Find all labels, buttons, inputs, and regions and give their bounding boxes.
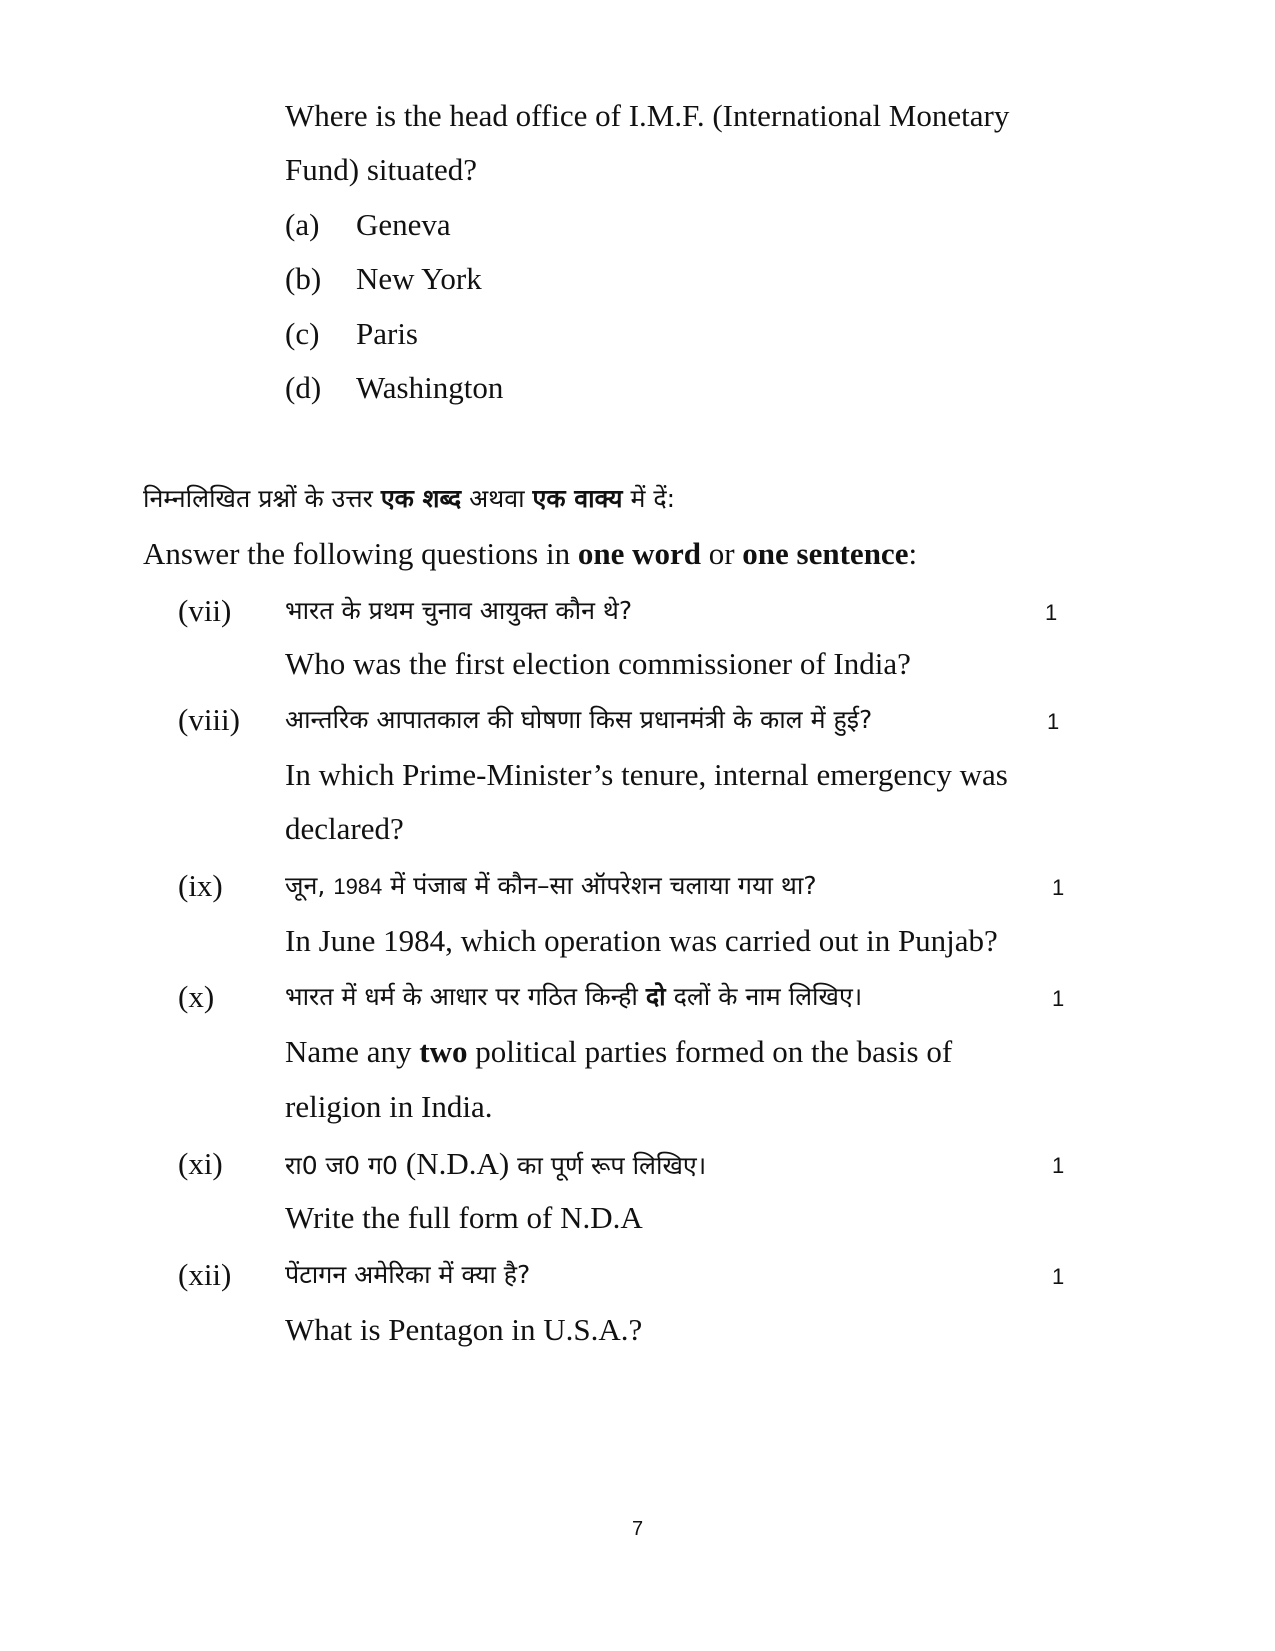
question-marks: 1 <box>1045 600 1058 625</box>
question-marks: 1 <box>1052 986 1065 1011</box>
question-hindi: जून, 1984 में पंजाब में कौन–सा ऑपरेशन चलाया गया था? <box>285 871 817 900</box>
mcq-question-line-2: Fund) situated? <box>285 152 477 187</box>
question-english: Name any two political parties formed on the basis of <box>285 1034 953 1069</box>
page-number: 7 <box>631 1518 644 1540</box>
question-hindi: आन्तरिक आपातकाल की घोषणा किस प्रधानमंत्री के काल में हुई? <box>285 705 873 734</box>
option-text-c: Paris <box>356 316 418 351</box>
question-english: What is Pentagon in U.S.A.? <box>285 1312 643 1347</box>
question-marks: 1 <box>1047 709 1060 734</box>
question-marks: 1 <box>1052 875 1065 900</box>
option-text-d: Washington <box>356 370 504 405</box>
question-english: In June 1984, which operation was carried out in Punjab? <box>285 923 998 958</box>
mcq-question-line-1: Where is the head office of I.M.F. (International Monetary <box>285 98 1010 133</box>
question-number: (ix) <box>178 868 223 903</box>
option-text-b: New York <box>356 261 482 296</box>
question-number: (xi) <box>178 1146 223 1181</box>
question-number: (vii) <box>178 593 232 628</box>
option-text-a: Geneva <box>356 207 451 242</box>
option-label-d: (d) <box>285 370 322 405</box>
option-label-a: (a) <box>285 207 320 242</box>
question-english: In which Prime-Minister’s tenure, internal emergency was <box>285 757 1008 792</box>
question-english-line-2: religion in India. <box>285 1089 493 1124</box>
question-hindi: पेंटागन अमेरिका में क्या है? <box>285 1260 531 1289</box>
section-instruction-english: Answer the following questions in one word or one sentence: <box>143 536 918 571</box>
section-instruction-hindi: निम्नलिखित प्रश्नों के उत्तर एक शब्द अथवा एक वाक्य में दें: <box>143 484 676 513</box>
question-number: (xii) <box>178 1257 232 1292</box>
question-marks: 1 <box>1052 1153 1065 1178</box>
question-hindi: रा0 ज0 ग0 (N.D.A) का पूर्ण रूप लिखिए। <box>285 1146 707 1181</box>
option-label-b: (b) <box>285 261 322 296</box>
question-number: (viii) <box>178 702 240 737</box>
question-english-line-2: declared? <box>285 811 404 846</box>
question-english: Who was the first election commissioner of India? <box>285 646 911 681</box>
question-hindi: भारत के प्रथम चुनाव आयुक्त कौन थे? <box>285 596 633 625</box>
question-number: (x) <box>178 979 215 1014</box>
question-marks: 1 <box>1052 1264 1065 1289</box>
question-hindi: भारत में धर्म के आधार पर गठित किन्ही दो दलों के नाम लिखिए। <box>285 982 863 1011</box>
question-english: Write the full form of N.D.A <box>285 1200 643 1235</box>
option-label-c: (c) <box>285 316 320 351</box>
